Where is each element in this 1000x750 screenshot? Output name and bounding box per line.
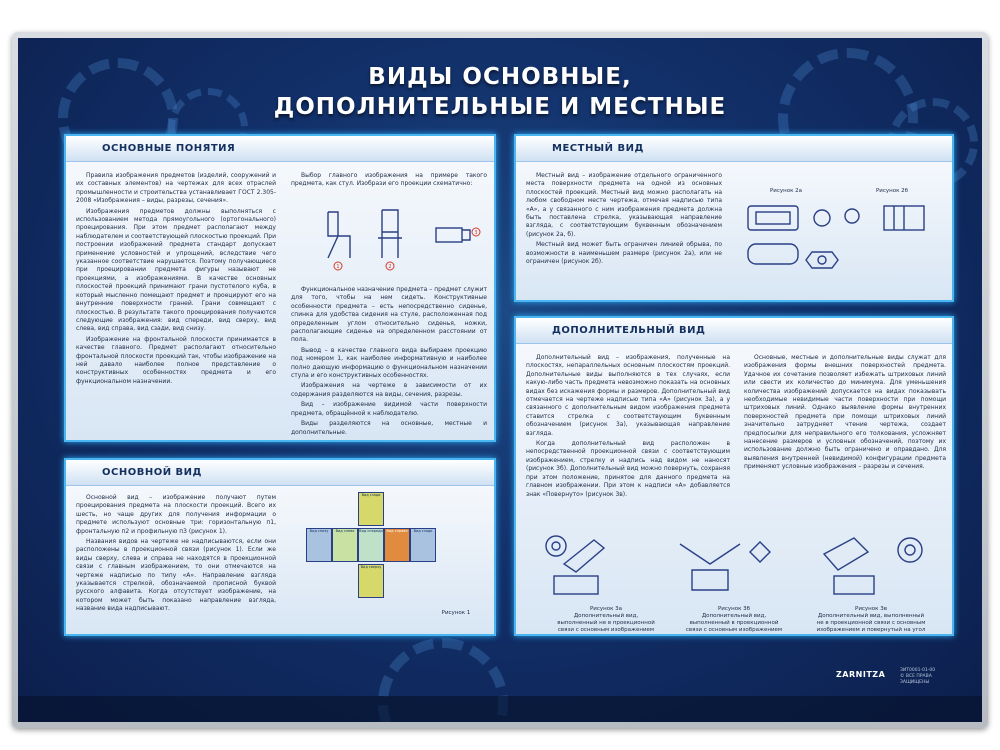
paragraph: Функциональное назначение предмета – предмет служит для того, чтобы на нем сидеть. Конструктивные особенности предмета – есть непосредственно сиденье, спинка для удобства сидения на стуле, расположенная под определенным углом относительно сиденья, ножки, располагающие сиденье на определенном расстоянии от пола. xyxy=(291,286,487,344)
paragraph: Вывод – в качестве главного вида выбираем проекцию под номером 1, как наиболее информативную и наиболее полно дающую информацию о функциональном назначении стула и его конструктивных особенностях. xyxy=(291,346,487,380)
basic-col2a xyxy=(291,172,487,191)
panel-heading-text: ОСНОВНЫЕ ПОНЯТИЯ xyxy=(102,143,236,154)
cube-cell: Вид снизу xyxy=(306,528,332,562)
paragraph: Вид – изображение видимой части поверхности предмета, обращённой к наблюдателю. xyxy=(291,401,487,417)
figure-caption-title: Рисунок 3в xyxy=(855,606,887,612)
cube-cell: Вид сзади xyxy=(410,528,436,562)
paragraph: Правила изображения предметов (изделий, сооружений и их составных элементов) на чертежах для всех отраслей промышленности и строительства устанавливает ГОСТ 2.305-2008 «Изображения – виды, разрезы, сечения». xyxy=(76,172,276,205)
main-view-text xyxy=(76,494,276,616)
cube-cell: Вид справа xyxy=(384,528,410,562)
paragraph: Местный вид – изображение отдельного ограниченного места поверхности предмета на одной из основных плоскостей проекций. Местный вид можно располагать на любом свободном месте чертежа, отмечая надписью типа «А», а у связанного с ним изображения предмета должна быть поставлена стрелка, указывающая направление взгляда, с соответствующим буквенным обозначением (рисунок 2а, б). xyxy=(526,172,722,238)
panel-local-view xyxy=(514,134,954,302)
unfolded-cube-diagram xyxy=(306,492,486,632)
cube-cell: Вид слева xyxy=(332,528,358,562)
basic-col2b xyxy=(291,286,487,439)
panel-body xyxy=(516,344,952,634)
chair-projections xyxy=(316,202,486,282)
cube-cell: Вид сзади xyxy=(358,492,384,526)
figure-caption: Рисунок 1 xyxy=(441,610,471,616)
footer-small-line: ЗИТ0001-01-00 xyxy=(900,668,936,673)
paragraph: Изображение на фронтальной плоскости принимается в качестве главного. Предмет располагают относительно фронтальной плоскости проекций так, чтобы изображение на ней давало наиболее полное представление о конструктивных особенностях предмета и его функциональном назначении. xyxy=(76,335,276,385)
figure-caption xyxy=(816,606,926,634)
panel-additional-view xyxy=(514,316,954,636)
poster-footer xyxy=(18,696,982,722)
panel-basic-concepts xyxy=(64,134,496,442)
cube-cell: Вид спереди xyxy=(358,528,384,562)
additional-view-drawings xyxy=(524,524,948,604)
figure-caption: Рисунок 2б xyxy=(875,188,909,194)
panel-heading xyxy=(516,136,952,162)
paragraph: Выбор главного изображения на примере такого предмета, как стул. Изобрази его проекции схематично: xyxy=(291,172,487,188)
paragraph: Изображения предметов должны выполняться с использованием метода прямоугольного (ортогонального) проецирования. При этом предмет располагают между наблюдателем и соответствующей плоскостью проекций. При построении изображений предмета стандарт допускает применение условностей и упрощений, вследствие чего указанное соответствие нарушается. Поэтому получающиеся при проецировании предмета фигуры называют не проекциями, а изображениями. В качестве основных плоскостей проекций принимают грани пустотелого куба, в который мысленно помещают предмет и проецируют его на внутренние поверхности граней. Грани совмещают с плоскостью. В результате такого проецирования получаются следующие изображения: вид спереди, вид сверху, вид слева, вид справа, вид сзади, вид снизу. xyxy=(76,207,276,333)
panel-body xyxy=(66,486,494,634)
panel-heading-text: ОСНОВНОЙ ВИД xyxy=(102,467,202,478)
cube-cell: Вид сверху xyxy=(358,564,384,598)
figure-caption-title: Рисунок 3б xyxy=(717,606,751,612)
panel-main-view xyxy=(64,458,496,636)
paragraph: Виды разделяются на основные, местные и дополнительные. xyxy=(291,420,487,436)
paragraph: Основные, местные и дополнительные виды служат для изображения формы внешних поверхностей предмета. Удачное их сочетание позволяет избежать штриховых линий или свести их количество до минимума. Для уменьшения количества изображений допускается на видах показывать необходимые невидимые части поверхности при помощи штриховых линий. Однако выявление формы внутренних поверхностей предмета при помощи штриховых линий значительно затрудняет чтение чертежа, создает предпосылки для неправильного его толкования, усложняет нанесение размеров и условных обозначений, поэтому их использование должно быть ограничено и оправдано. Для выявления внутренней (невидимой) конфигурации предмета применяют условные изображения – разрезы и сечения. xyxy=(744,354,946,471)
panel-body xyxy=(516,162,952,300)
local-view-drawing xyxy=(734,198,948,288)
footer-small-print xyxy=(900,668,935,686)
basic-col1 xyxy=(76,172,276,388)
footer-small-line: ЗАЩИЩЕНЫ xyxy=(900,680,930,685)
additional-view-col1 xyxy=(526,354,730,501)
panel-heading xyxy=(516,318,952,344)
paragraph: Местный вид может быть ограничен линией обрыва, по возможности в наименьшем размере (рисунок 2а), или не ограничен (рисунок 2б). xyxy=(526,241,722,266)
figure-caption-desc: Дополнительный вид, выполненный не в проекционной связи с основным изображением и повернутый на угол xyxy=(816,613,926,633)
board-frame xyxy=(12,32,988,728)
panel-heading xyxy=(66,460,494,486)
local-view-text xyxy=(526,172,722,268)
panel-heading-text: ДОПОЛНИТЕЛЬНЫЙ ВИД xyxy=(552,325,706,336)
poster-title-line1: ВИДЫ ОСНОВНЫЕ, xyxy=(368,64,632,90)
projection-label-1: 1 xyxy=(336,264,340,270)
poster xyxy=(18,38,982,722)
panel-body xyxy=(66,162,494,440)
panel-heading xyxy=(66,136,494,162)
paragraph: Названия видов на чертеже не надписываются, если они расположены в проекционной связи (рисунок 1). Если же виды сверху, слева и справа не находятся в проекционной связи с главным изображением, то они отмечаются на чертеже надписью по типу «А». Направление взгляда указывается стрелкой, обозначаемой прописной буквой русского алфавита. Когда отсутствует изображение, на котором может быть показано направление взгляда, название вида надписывают. xyxy=(76,538,276,613)
paragraph: Основной вид – изображение получают путем проецирования предмета на плоскости проекций. Всего их шесть, но чаще других для получения информации о предмете используют основные три: горизонтальную п1, фронтальную п2 и профильную п3 (рисунок 1). xyxy=(76,494,276,535)
poster-title-line2: ДОПОЛНИТЕЛЬНЫЕ И МЕСТНЫЕ xyxy=(273,94,727,120)
figure-caption-desc: Дополнительный вид, выполненный не в проекционной связи с основным изображением xyxy=(557,613,655,633)
paragraph: Дополнительный вид – изображения, полученные на плоскостях, непараллельных основным плоскостям проекций. Дополнительные виды выполняются в тех случаях, если какую-либо часть предмета невозможно показать на основных видах без искажения формы и размеров. Дополнительный вид отмечается на чертеже надписью типа «А» (рисунок 3а), а у связанного с дополнительным видом изображения предмета ставится стрелка с соответствующим буквенным обозначением (рисунок 3а), указывающая направление взгляда. xyxy=(526,354,730,437)
figure-caption-title: Рисунок 3а xyxy=(589,606,623,612)
figure-caption: Рисунок 2а xyxy=(769,188,803,194)
figure-caption-desc: Дополнительный вид, выполненный в проекционной связи с основным изображением xyxy=(685,613,783,633)
paragraph: Изображения на чертеже в зависимости от их содержания разделяются на виды, сечения, разрезы. xyxy=(291,382,487,398)
brand-logo: ZARNITZA xyxy=(836,670,886,679)
panel-heading-text: МЕСТНЫЙ ВИД xyxy=(552,143,644,154)
additional-view-col2 xyxy=(744,354,946,474)
projection-label-3: 3 xyxy=(474,230,478,236)
footer-small-line: © ВСЕ ПРАВА xyxy=(900,674,932,679)
figure-caption xyxy=(684,606,784,634)
projection-label-2: 2 xyxy=(388,264,392,270)
paragraph: Когда дополнительный вид расположен в непосредственной проекционной связи с соответствующим изображением, стрелку и надпись над видом не наносят (рисунок 3б). Дополнительный вид можно повернуть, сохраняя при этом положение, принятое для данного предмета на главном изображении. При этом к надписи «А» добавляется знак «Повернуто» (рисунок 3в). xyxy=(526,440,730,498)
figure-caption xyxy=(556,606,656,634)
